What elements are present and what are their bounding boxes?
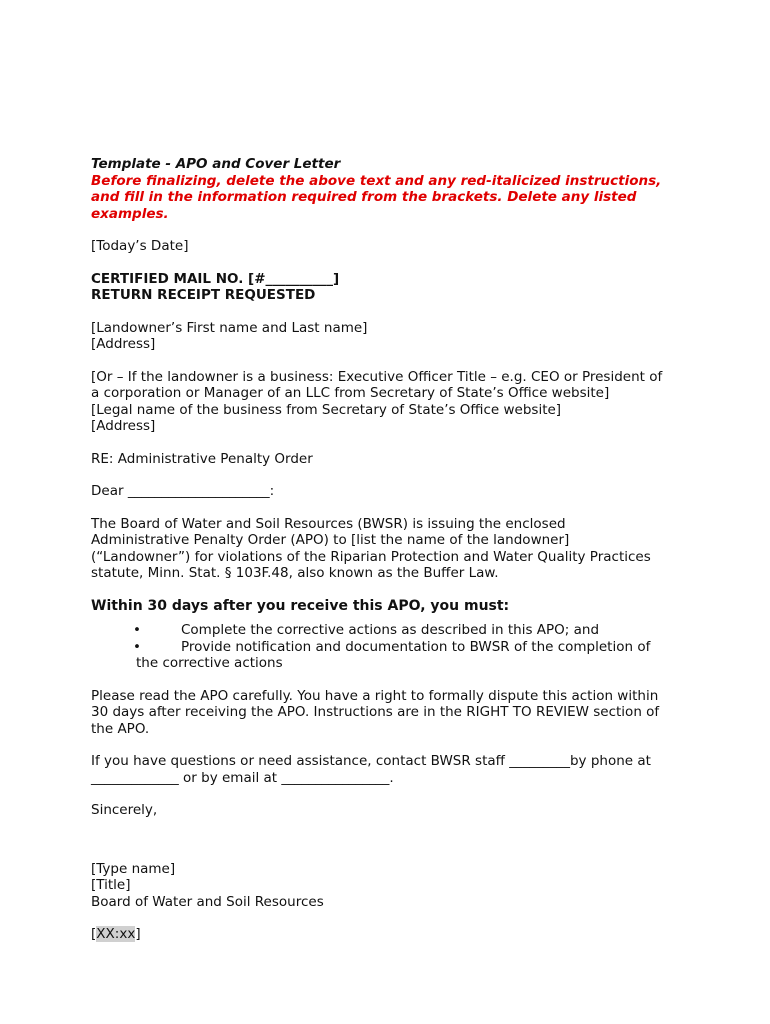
recipient-address: [Address] — [91, 336, 156, 352]
initials-value: XX:xx — [96, 926, 136, 942]
recipient-name: [Landowner’s First name and Last name] — [91, 319, 368, 336]
requirement-text: Complete the corrective actions as described in this APO; and — [181, 622, 600, 638]
todays-date: [Today’s Date] — [91, 238, 189, 254]
intro-line-2: Administrative Penalty Order (APO) to [list the name of the landowner] — [91, 532, 570, 548]
review-line-3: the APO. — [91, 720, 150, 737]
requirement-item-1 — [91, 622, 691, 639]
intro-line-3: (“Landowner”) for violations of the Riparian Protection and Water Quality Practices — [91, 548, 651, 565]
business-line-1: [Or – If the landowner is a business: Executive Officer Title – e.g. CEO or President of — [91, 368, 663, 385]
closing: Sincerely, — [91, 802, 158, 818]
review-line-2: 30 days after receiving the APO. Instructions are in the RIGHT TO REVIEW section of — [91, 704, 660, 720]
return-receipt: RETURN RECEIPT REQUESTED — [91, 287, 316, 303]
initials-close-bracket: ] — [135, 926, 141, 942]
initials-open-bracket: [ — [91, 926, 97, 942]
review-line-1: Please read the APO carefully. You have a right to formally dispute this action within — [91, 687, 659, 704]
initials — [91, 926, 691, 943]
business-line-2: a corporation or Manager of an LLC from Secretary of State’s Office website] — [91, 385, 610, 401]
signature-title: [Title] — [91, 877, 131, 893]
template-title: Template - APO and Cover Letter — [91, 156, 341, 172]
intro-line-1: The Board of Water and Soil Resources (BWSR) is issuing the enclosed — [91, 515, 566, 532]
intro-line-4: statute, Minn. Stat. § 103F.48, also known as the Buffer Law. — [91, 565, 499, 581]
salutation: Dear _____________________: — [91, 483, 275, 499]
signature-org: Board of Water and Soil Resources — [91, 893, 324, 910]
requirements-heading: Within 30 days after you receive this APO, you must: — [91, 597, 510, 614]
re-line: RE: Administrative Penalty Order — [91, 450, 313, 467]
contact-line-1: If you have questions or need assistance, contact BWSR staff _________by phone at — [91, 753, 651, 769]
bullet-icon: • — [133, 622, 141, 638]
business-line-4: [Address] — [91, 418, 156, 434]
certified-mail-number: CERTIFIED MAIL NO. [#__________] — [91, 270, 340, 287]
requirement-text: Provide notification and documentation to BWSR of the completion of — [181, 638, 651, 655]
letter-page — [91, 156, 691, 943]
instruction-line-1: Before finalizing, delete the above text and any red-italicized instructions, — [91, 172, 662, 189]
contact-line-2: _____________ or by email at ________________. — [91, 769, 394, 786]
business-line-3: [Legal name of the business from Secretary of State’s Office website] — [91, 401, 562, 418]
signature-name: [Type name] — [91, 860, 176, 877]
instruction-line-3: examples. — [91, 205, 169, 222]
instruction-line-2: and fill in the information required from the brackets. Delete any listed — [91, 189, 637, 205]
requirement-item-2 — [91, 639, 691, 656]
bullet-icon: • — [133, 638, 141, 655]
requirement-item-2-continuation: the corrective actions — [136, 655, 283, 671]
